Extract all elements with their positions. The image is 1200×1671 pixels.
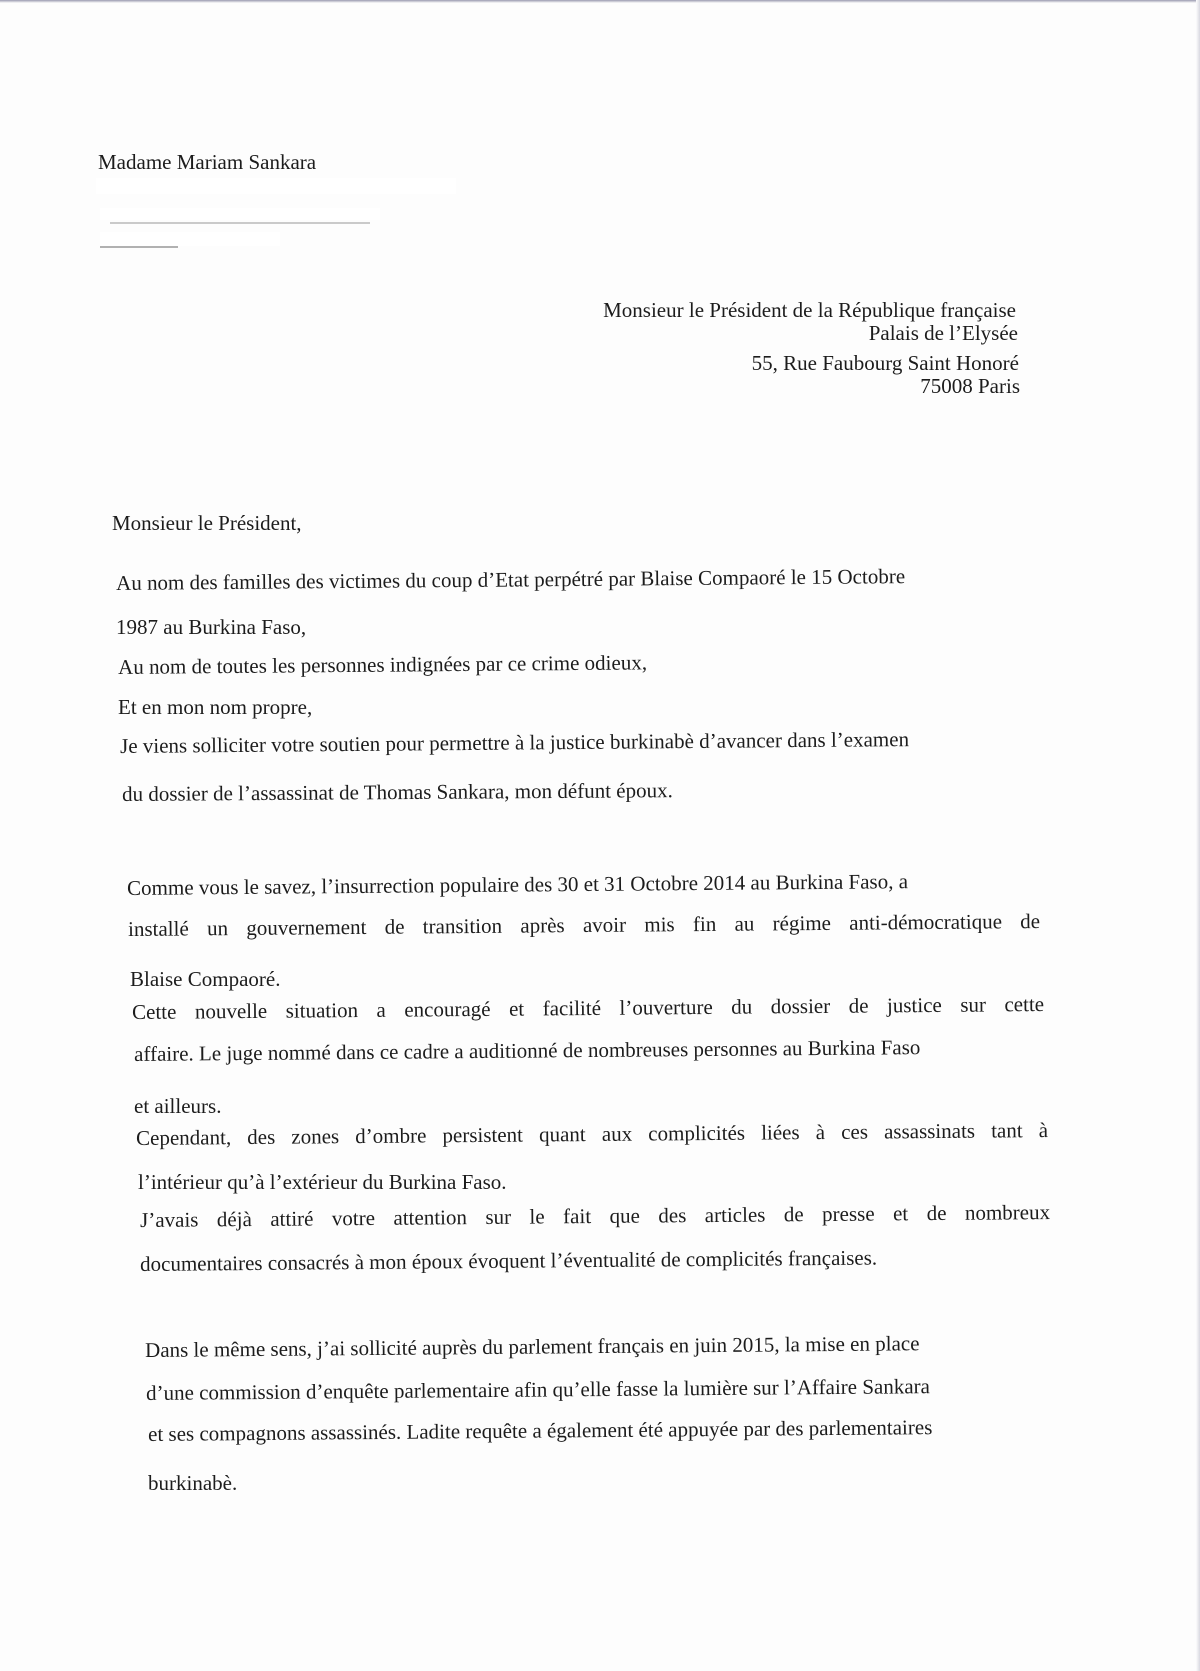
paragraph-2-line-2: installé un gouvernement de transition après avoir mis fin au régime anti-démocratique de bbox=[127, 909, 1041, 941]
paragraph-1-line-1: Au nom des familles des victimes du coup d’Etat perpétré par Blaise Compaoré le 15 Octobre bbox=[115, 564, 906, 595]
redaction-block bbox=[96, 178, 456, 194]
salutation: Monsieur le Président, bbox=[112, 511, 302, 535]
paragraph-1-line-6: du dossier de l’assassinat de Thomas Sankara, mon défunt époux. bbox=[121, 778, 673, 806]
paragraph-3-line-4: burkinabè. bbox=[148, 1471, 238, 1495]
sender-name: Madame Mariam Sankara bbox=[98, 150, 317, 174]
scan-edge-top bbox=[0, 0, 1200, 3]
paragraph-1-line-2: 1987 au Burkina Faso, bbox=[116, 615, 307, 639]
paragraph-3-line-2: d’une commission d’enquête parlementaire afin qu’elle fasse la lumière sur l’Affaire Sankara bbox=[145, 1374, 931, 1405]
paragraph-1-line-4: Et en mon nom propre, bbox=[118, 695, 313, 719]
redacted-text-residue bbox=[110, 222, 370, 224]
paragraph-1-line-3: Au nom de toutes les personnes indignées par ce crime odieux, bbox=[117, 650, 648, 679]
recipient-line-4: 75008 Paris bbox=[920, 374, 1020, 398]
paragraph-2-line-3: Blaise Compaoré. bbox=[130, 967, 281, 991]
paragraph-2-line-4: Cette nouvelle situation a encouragé et facilité l’ouverture du dossier de justice sur cette bbox=[131, 992, 1045, 1024]
redacted-text-residue bbox=[100, 246, 178, 248]
paragraph-2-line-5: affaire. Le juge nommé dans ce cadre a auditionné de nombreuses personnes au Burkina Faso bbox=[133, 1035, 921, 1066]
paragraph-2-line-8: l’intérieur qu’à l’extérieur du Burkina Faso. bbox=[138, 1170, 507, 1194]
paragraph-2-line-6: et ailleurs. bbox=[134, 1094, 222, 1118]
paragraph-2-line-9: J’avais déjà attiré votre attention sur le fait que des articles de presse et de nombreux bbox=[139, 1200, 1051, 1232]
recipient-line-2: Palais de l’Elysée bbox=[868, 321, 1018, 345]
paragraph-2-line-10: documentaires consacrés à mon époux évoquent l’éventualité de complicités françaises. bbox=[139, 1245, 878, 1276]
recipient-line-3: 55, Rue Faubourg Saint Honoré bbox=[751, 351, 1019, 375]
redaction-block bbox=[100, 232, 280, 246]
redaction-block bbox=[100, 208, 380, 220]
scan-edge-right bbox=[1196, 0, 1200, 1671]
paragraph-2-line-1: Comme vous le savez, l’insurrection populaire des 30 et 31 Octobre 2014 au Burkina Faso, a bbox=[126, 869, 909, 900]
paragraph-3-line-1: Dans le même sens, j’ai sollicité auprès du parlement français en juin 2015, la mise en place bbox=[144, 1331, 920, 1362]
paragraph-3-line-3: et ses compagnons assassinés. Ladite requête a également été appuyée par des parlementaires bbox=[147, 1415, 933, 1446]
recipient-line-1: Monsieur le Président de la République française bbox=[603, 298, 1016, 322]
paragraph-2-line-7: Cependant, des zones d’ombre persistent quant aux complicités liées à ces assassinats tant à bbox=[135, 1118, 1049, 1150]
paragraph-1-line-5: Je viens solliciter votre soutien pour permettre à la justice burkinabè d’avancer dans l’examen bbox=[119, 727, 910, 758]
